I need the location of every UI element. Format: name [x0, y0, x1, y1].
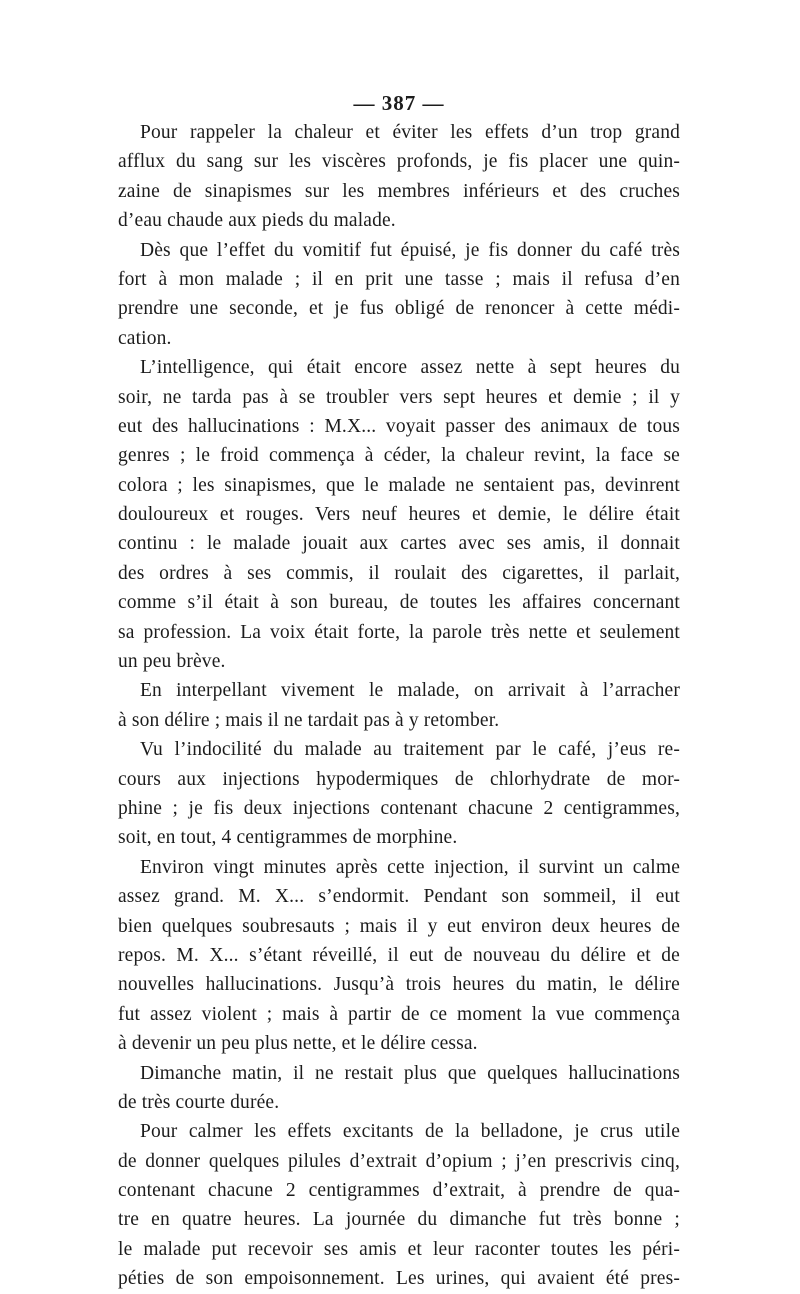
- text-line: assez grand. M. X... s’endormit. Pendant son sommeil, il eut: [118, 886, 680, 908]
- text-line: cours aux injections hypodermiques de chlorhydrate de mor-: [118, 768, 680, 790]
- text-line: péties de son empoisonnement. Les urines, qui avaient été pres-: [118, 1268, 680, 1290]
- text-line: nouvelles hallucinations. Jusqu’à trois heures du matin, le délire: [118, 974, 680, 996]
- text-line: de donner quelques pilules d’extrait d’opium ; j’en prescrivis cinq,: [118, 1150, 680, 1172]
- text-line: douloureux et rouges. Vers neuf heures et demie, le délire était: [118, 504, 680, 526]
- text-line: soit, en tout, 4 centigrammes de morphine.: [118, 827, 458, 849]
- text-line: tre en quatre heures. La journée du dimanche fut très bonne ;: [118, 1209, 680, 1231]
- text-line: un peu brève.: [118, 651, 226, 673]
- text-line: contenant chacune 2 centigrammes d’extrait, à prendre de qua-: [118, 1180, 680, 1202]
- text-line: En interpellant vivement le malade, on arrivait à l’arracher: [140, 680, 680, 702]
- text-line: eut des hallucinations : M.X... voyait passer des animaux de tous: [118, 415, 680, 437]
- body-text: [118, 118, 680, 1294]
- text-line: afflux du sang sur les viscères profonds, je fis placer une quin-: [118, 151, 680, 173]
- text-line: Environ vingt minutes après cette injection, il survint un calme: [140, 856, 680, 878]
- text-line: repos. M. X... s’étant réveillé, il eut de nouveau du délire et de: [118, 944, 680, 966]
- text-line: soir, ne tarda pas à se troubler vers sept heures et demie ; il y: [118, 386, 680, 408]
- text-line: bien quelques soubresauts ; mais il y eut environ deux heures de: [118, 915, 680, 937]
- text-line: Dès que l’effet du vomitif fut épuisé, je fis donner du café très: [140, 239, 680, 261]
- text-line: fut assez violent ; mais à partir de ce moment la vue commença: [118, 1003, 680, 1025]
- text-line: Vu l’indocilité du malade au traitement par le café, j’eus re-: [140, 739, 680, 761]
- text-line: le malade put recevoir ses amis et leur raconter toutes les péri-: [118, 1238, 680, 1260]
- text-line: zaine de sinapismes sur les membres inférieurs et des cruches: [118, 180, 680, 202]
- text-line: d’eau chaude aux pieds du malade.: [118, 210, 396, 232]
- text-line: Pour calmer les effets excitants de la belladone, je crus utile: [140, 1121, 680, 1143]
- text-line: sa profession. La voix était forte, la parole très nette et seulement: [118, 621, 680, 643]
- text-line: continu : le malade jouait aux cartes avec ses amis, il donnait: [118, 533, 680, 555]
- text-line: Dimanche matin, il ne restait plus que quelques hallucinations: [140, 1062, 680, 1084]
- text-line: phine ; je fis deux injections contenant chacune 2 centigrammes,: [118, 797, 680, 819]
- text-line: genres ; le froid commença à céder, la chaleur revint, la face se: [118, 445, 680, 467]
- book-page: [118, 88, 680, 1294]
- text-line: à devenir un peu plus nette, et le délire cessa.: [118, 1033, 478, 1055]
- text-line: L’intelligence, qui était encore assez nette à sept heures du: [140, 357, 680, 379]
- text-line: colora ; les sinapismes, que le malade ne sentaient pas, devinrent: [118, 474, 680, 496]
- text-line: prendre une seconde, et je fus obligé de renoncer à cette médi-: [118, 298, 680, 320]
- text-line: Pour rappeler la chaleur et éviter les effets d’un trop grand: [140, 122, 680, 143]
- text-line: à son délire ; mais il ne tardait pas à y retomber.: [118, 709, 500, 731]
- text-line: de très courte durée.: [118, 1091, 280, 1113]
- page-number: — 387 —: [353, 91, 445, 115]
- text-line: comme s’il était à son bureau, de toutes les affaires concernant: [118, 592, 680, 614]
- text-line: cation.: [118, 327, 172, 349]
- text-line: des ordres à ses commis, il roulait des cigarettes, il parlait,: [118, 562, 680, 584]
- text-line: fort à mon malade ; il en prit une tasse ; mais il refusa d’en: [118, 268, 680, 290]
